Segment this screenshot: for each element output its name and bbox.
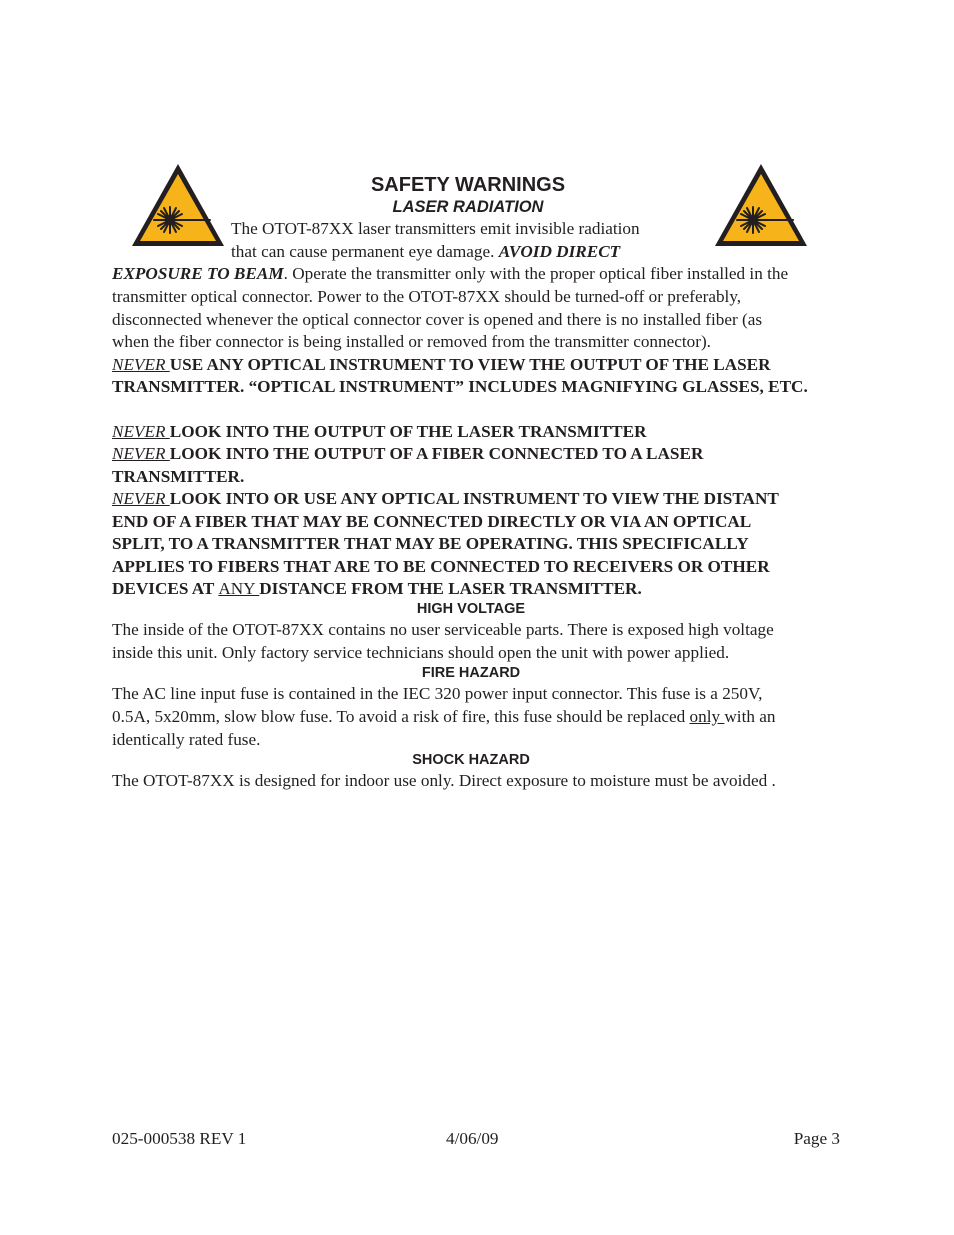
high-voltage-text-line bbox=[112, 643, 729, 663]
never-word: NEVER bbox=[112, 444, 170, 463]
text: The inside of the OTOT-87XX contains no user serviceable parts. There is exposed high voltage bbox=[112, 620, 774, 639]
text: SPLIT, TO A TRANSMITTER THAT MAY BE OPERATING. THIS SPECIFICALLY bbox=[112, 534, 749, 553]
fire-hazard-text-line bbox=[112, 684, 762, 704]
text: The OTOT-87XX is designed for indoor use only. Direct exposure to moisture must be avoided . bbox=[112, 771, 776, 790]
shock-hazard-text-line bbox=[112, 771, 776, 791]
never-warning-line bbox=[112, 355, 771, 375]
laser-warning-icon bbox=[713, 162, 809, 248]
emphasis-text: AVOID DIRECT bbox=[498, 242, 621, 261]
section-subtitle: LASER RADIATION bbox=[392, 198, 544, 216]
fire-hazard-text-line bbox=[112, 730, 260, 750]
text: The OTOT-87XX laser transmitters emit invisible radiation bbox=[231, 219, 640, 238]
never-warning-line bbox=[112, 422, 647, 442]
text: LOOK INTO THE OUTPUT OF A FIBER CONNECTED TO A LASER bbox=[169, 444, 704, 463]
text: 0.5A, 5x20mm, slow blow fuse. To avoid a risk of fire, this fuse should be replaced bbox=[112, 707, 690, 726]
never-word: NEVER bbox=[112, 422, 170, 441]
text: that can cause permanent eye damage. bbox=[231, 242, 499, 261]
any-word: ANY bbox=[218, 579, 260, 598]
high-voltage-heading: HIGH VOLTAGE bbox=[416, 601, 526, 617]
never-warning-line bbox=[112, 534, 749, 554]
text: disconnected whenever the optical connector cover is opened and there is no installed fiber (as bbox=[112, 310, 763, 329]
emphasis-text: EXPOSURE TO BEAM bbox=[112, 264, 284, 283]
page-title: SAFETY WARNINGS bbox=[370, 174, 566, 196]
only-word: only bbox=[689, 707, 725, 726]
text: TRANSMITTER. “OPTICAL INSTRUMENT” INCLUDES MAGNIFYING GLASSES, ETC. bbox=[112, 377, 808, 396]
never-warning-line bbox=[112, 489, 779, 509]
footer-doc-number: 025-000538 REV 1 bbox=[112, 1129, 247, 1148]
text: identically rated fuse. bbox=[112, 730, 261, 749]
fire-hazard-heading: FIRE HAZARD bbox=[421, 665, 521, 681]
laser-text-line bbox=[112, 264, 788, 284]
text: LOOK INTO OR USE ANY OPTICAL INSTRUMENT TO VIEW THE DISTANT bbox=[169, 489, 779, 508]
high-voltage-text-line bbox=[112, 620, 774, 640]
text: DEVICES AT bbox=[112, 579, 219, 598]
text: The AC line input fuse is contained in the IEC 320 power input connector. This fuse is a 250V, bbox=[112, 684, 763, 703]
text: inside this unit. Only factory service technicians should open the unit with power applied. bbox=[112, 643, 730, 662]
laser-text-line bbox=[112, 332, 711, 352]
laser-text-line bbox=[112, 287, 741, 307]
text: when the fiber connector is being installed or removed from the transmitter connector). bbox=[112, 332, 711, 351]
never-word: NEVER bbox=[112, 355, 170, 374]
text: . Operate the transmitter only with the proper optical fiber installed in the bbox=[283, 264, 789, 283]
footer-page-number: Page 3 bbox=[793, 1129, 840, 1148]
laser-warning-icon bbox=[130, 162, 226, 248]
text: transmitter optical connector. Power to the OTOT-87XX should be turned-off or preferably, bbox=[112, 287, 742, 306]
text: USE ANY OPTICAL INSTRUMENT TO VIEW THE OUTPUT OF THE LASER bbox=[169, 355, 771, 374]
never-word: NEVER bbox=[112, 489, 170, 508]
never-warning-line bbox=[112, 467, 244, 487]
never-warning-line bbox=[112, 377, 808, 397]
never-warning-line bbox=[112, 557, 770, 577]
laser-text-line bbox=[231, 242, 620, 262]
never-warning-line bbox=[112, 444, 703, 464]
text: TRANSMITTER. bbox=[112, 467, 245, 486]
text: DISTANCE FROM THE LASER TRANSMITTER. bbox=[259, 579, 642, 598]
text: with an bbox=[724, 707, 776, 726]
footer-date: 4/06/09 bbox=[446, 1129, 499, 1148]
never-warning-line bbox=[112, 512, 751, 532]
shock-hazard-heading: SHOCK HAZARD bbox=[412, 752, 530, 768]
laser-text-line bbox=[112, 310, 762, 330]
fire-hazard-text-line bbox=[112, 707, 775, 727]
text: END OF A FIBER THAT MAY BE CONNECTED DIRECTLY OR VIA AN OPTICAL bbox=[112, 512, 752, 531]
laser-text-line bbox=[231, 219, 640, 239]
never-warning-line bbox=[112, 579, 642, 599]
text: LOOK INTO THE OUTPUT OF THE LASER TRANSMITTER bbox=[169, 422, 647, 441]
text: APPLIES TO FIBERS THAT ARE TO BE CONNECTED TO RECEIVERS OR OTHER bbox=[112, 557, 770, 576]
